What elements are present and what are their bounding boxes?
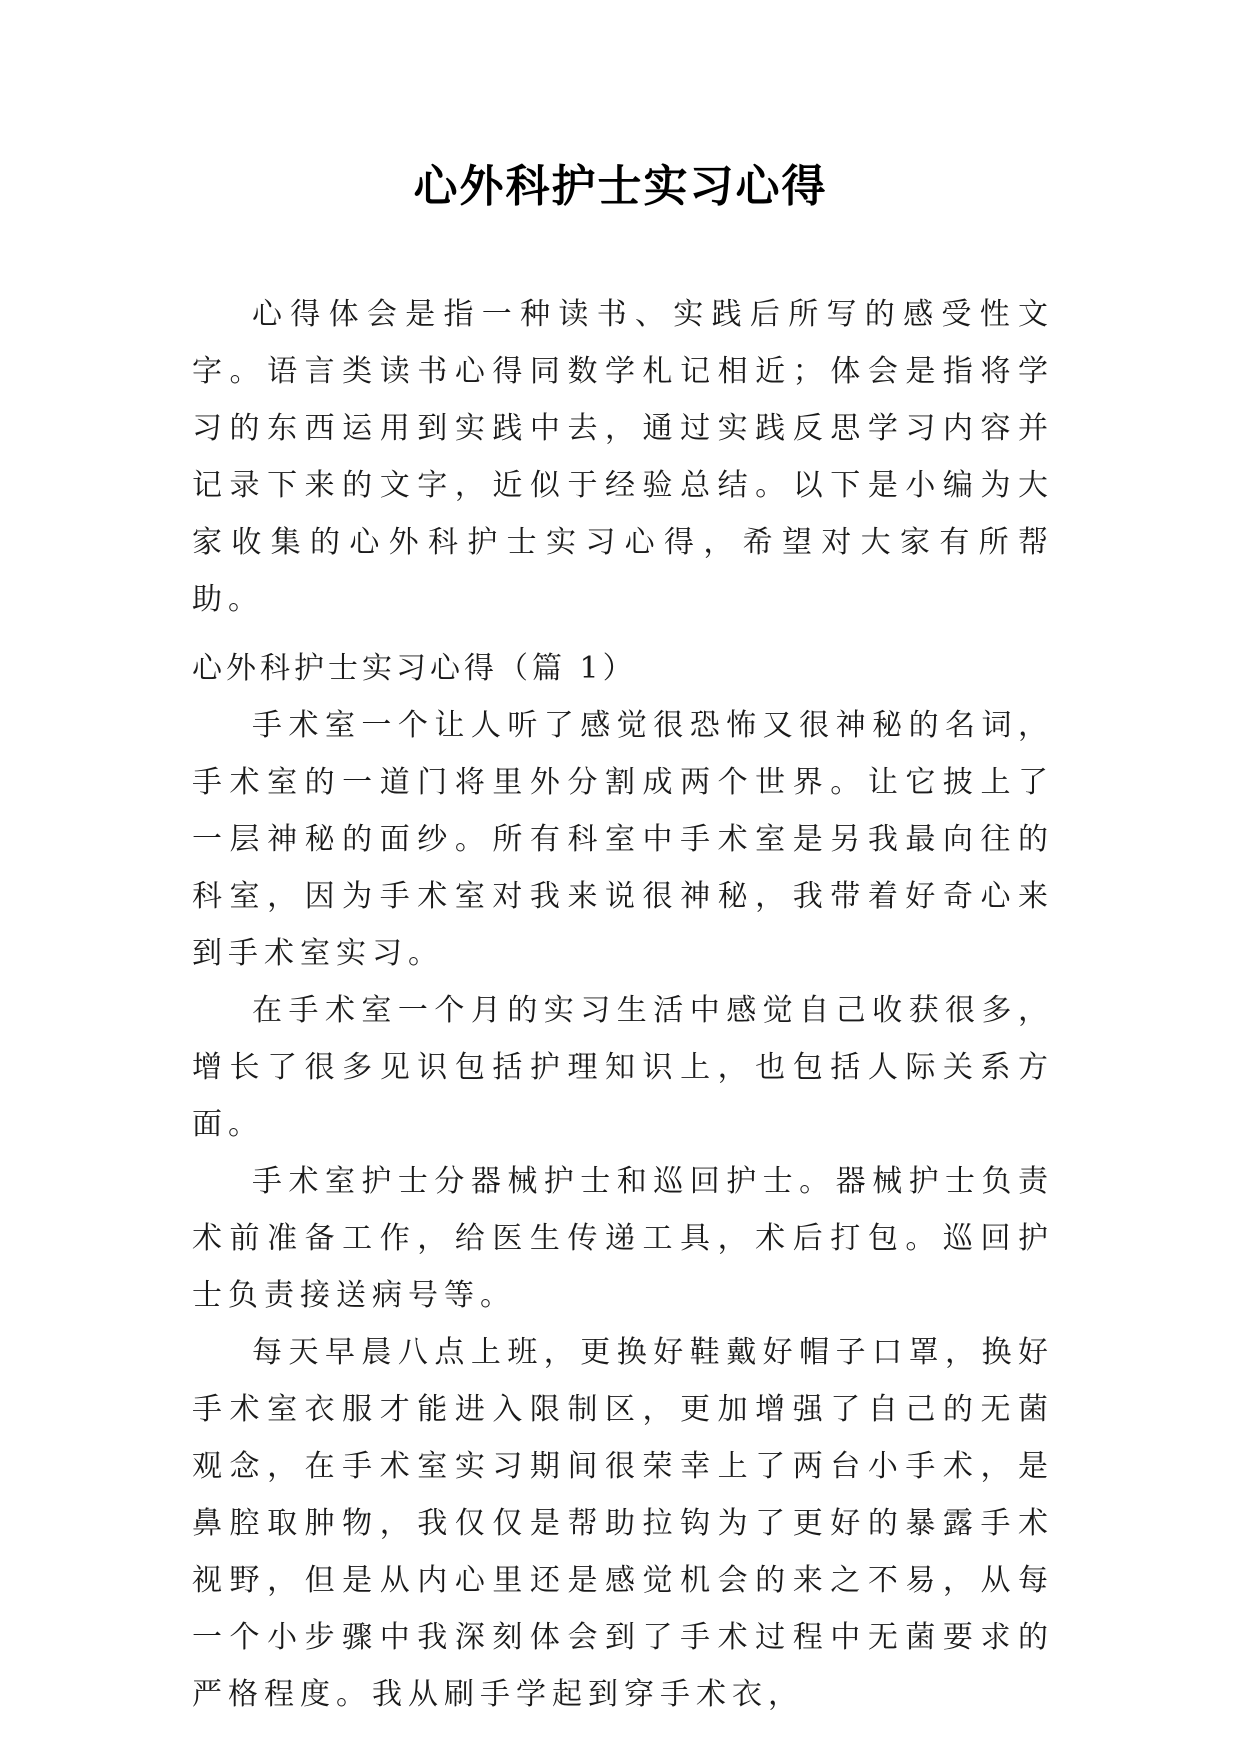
document-title: 心外科护士实习心得 <box>413 161 828 212</box>
intro-block <box>192 286 1054 628</box>
body-paragraph-3: 手术室护士分器械护士和巡回护士。器械护士负责术前准备工作，给医生传递工具，术后打包。巡回护士负责接送病号等。 <box>192 1164 1054 1313</box>
body-paragraph-2: 在手术室一个月的实习生活中感觉自己收获很多，增长了很多见识包括护理知识上，也包括人际关系方面。 <box>192 993 1054 1142</box>
section-heading: 心外科护士实习心得（篇 1） <box>192 651 637 686</box>
intro-paragraph: 心得体会是指一种读书、实践后所写的感受性文字。语言类读书心得同数学札记相近；体会是指将学习的东西运用到实践中去，通过实践反思学习内容并记录下来的文字，近似于经验总结。以下是小编为大家收集的心外科护士实习心得，希望对大家有所帮助。 <box>192 297 1054 617</box>
body-paragraph-4: 每天早晨八点上班，更换好鞋戴好帽子口罩，换好手术室衣服才能进入限制区，更加增强了自己的无菌观念，在手术室实习期间很荣幸上了两台小手术，是鼻腔取肿物，我仅仅是帮助拉钩为了更好的暴露手术视野，但是从内心里还是感觉机会的来之不易，从每一个小步骤中我深刻体会到了手术过程中无菌要求的严格程度。我从刷手学起到穿手术衣， <box>192 1335 1054 1712</box>
content-block <box>192 697 1054 1723</box>
body-paragraph-1: 手术室一个让人听了感觉很恐怖又很神秘的名词，手术室的一道门将里外分割成两个世界。让它披上了一层神秘的面纱。所有科室中手术室是另我最向往的科室，因为手术室对我来说很神秘，我带着好奇心来到手术室实习。 <box>192 708 1054 971</box>
